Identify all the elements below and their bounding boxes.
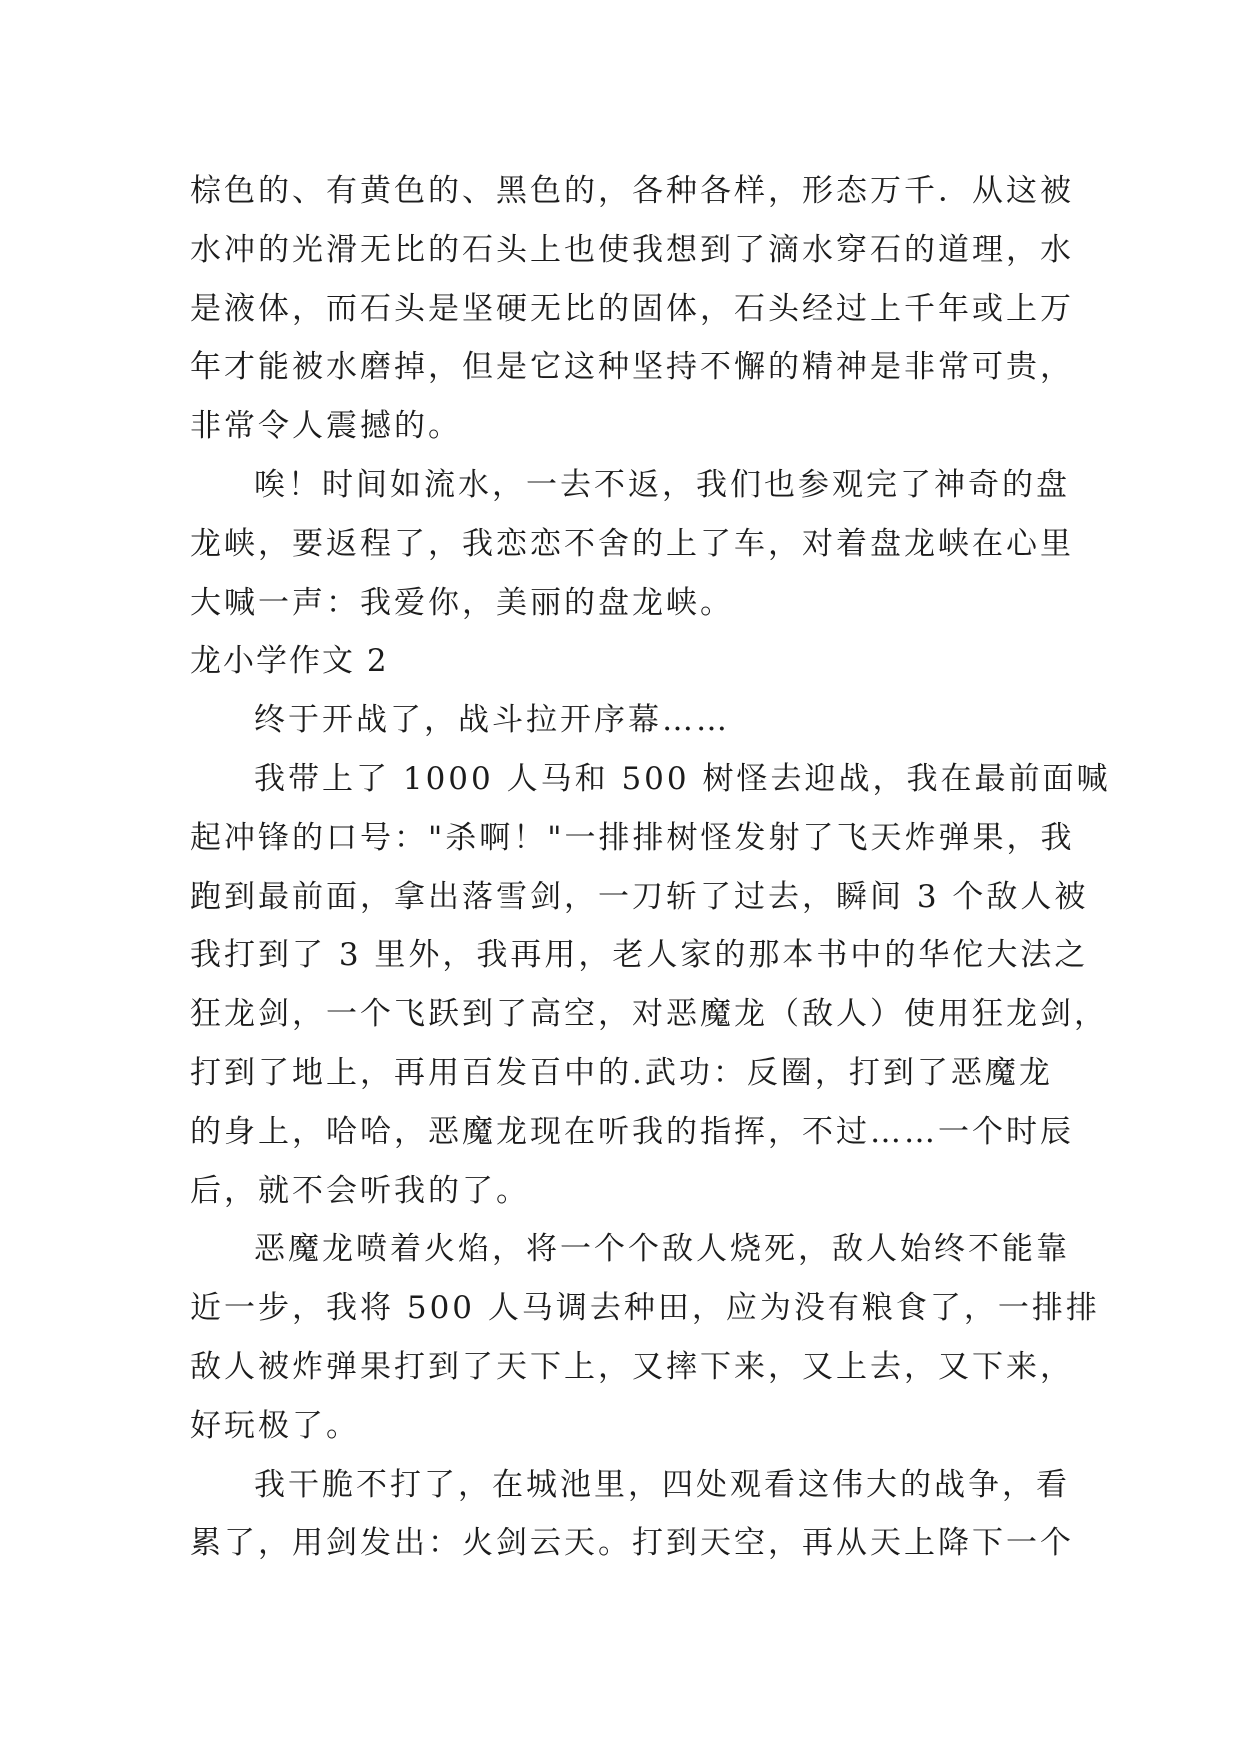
section-heading: 龙小学作文 2 [190, 643, 389, 680]
document-body [190, 162, 1111, 1573]
text-line: 好玩极了。 [190, 1407, 360, 1444]
text-line: 起冲锋的口号："杀啊！"一排排树怪发射了飞天炸弹果，我 [190, 819, 1075, 856]
text-line: 年才能被水磨掉，但是它这种坚持不懈的精神是非常可贵， [190, 349, 1074, 386]
text-line: 后，就不会听我的了。 [190, 1172, 530, 1209]
text-line: 跑到最前面，拿出落雪剑，一刀斩了过去，瞬间 3 个敌人被 [190, 878, 1089, 915]
paragraph-watching-war [190, 1456, 1074, 1574]
text-line: 棕色的、有黄色的、黑色的，各种各样，形态万千．从这被 [190, 173, 1074, 209]
text-line: 龙峡，要返程了，我恋恋不舍的上了车，对着盘龙峡在心里 [190, 525, 1074, 562]
text-line: 的身上，哈哈，恶魔龙现在听我的指挥，不过……一个时辰 [190, 1113, 1074, 1150]
text-line: 终于开战了，战斗拉开序幕…… [254, 702, 730, 739]
text-line: 狂龙剑，一个飞跃到了高空，对恶魔龙（敌人）使用狂龙剑， [190, 996, 1108, 1033]
paragraph-stone-reflection [190, 162, 1074, 456]
text-line: 近一步，我将 500 人马调去种田，应为没有粮食了，一排排 [190, 1290, 1100, 1327]
text-line: 敌人被炸弹果打到了天下上，又摔下来，又上去，又下来， [190, 1348, 1074, 1385]
text-line: 我打到了 3 里外，我再用，老人家的那本书中的华佗大法之 [190, 937, 1089, 974]
text-line: 水冲的光滑无比的石头上也使我想到了滴水穿石的道理，水 [190, 231, 1074, 268]
paragraph-farewell [190, 456, 1074, 632]
text-line: 非常令人震撼的。 [190, 408, 462, 445]
text-line: 累了，用剑发出：火剑云天。打到天空，再从天上降下一个 [190, 1525, 1074, 1562]
paragraph-dragon-fire [190, 1220, 1100, 1455]
text-line: 我带上了 1000 人马和 500 树怪去迎战，我在最前面喊 [254, 760, 1111, 797]
paragraph-battle-start [190, 691, 1060, 750]
text-line: 我干脆不打了，在城池里，四处观看这伟大的战争，看 [254, 1466, 1070, 1503]
text-line: 恶魔龙喷着火焰，将一个个敌人烧死，敌人始终不能靠 [254, 1231, 1070, 1268]
text-line: 大喊一声：我爱你，美丽的盘龙峡。 [190, 584, 734, 621]
text-line: 唉！时间如流水，一去不返，我们也参观完了神奇的盘 [254, 466, 1070, 503]
text-line: 是液体，而石头是坚硬无比的固体，石头经过上千年或上万 [190, 290, 1074, 327]
paragraph-charge [190, 750, 1111, 1220]
text-line: 打到了地上，再用百发百中的.武功：反圈，打到了恶魔龙 [190, 1054, 1053, 1091]
